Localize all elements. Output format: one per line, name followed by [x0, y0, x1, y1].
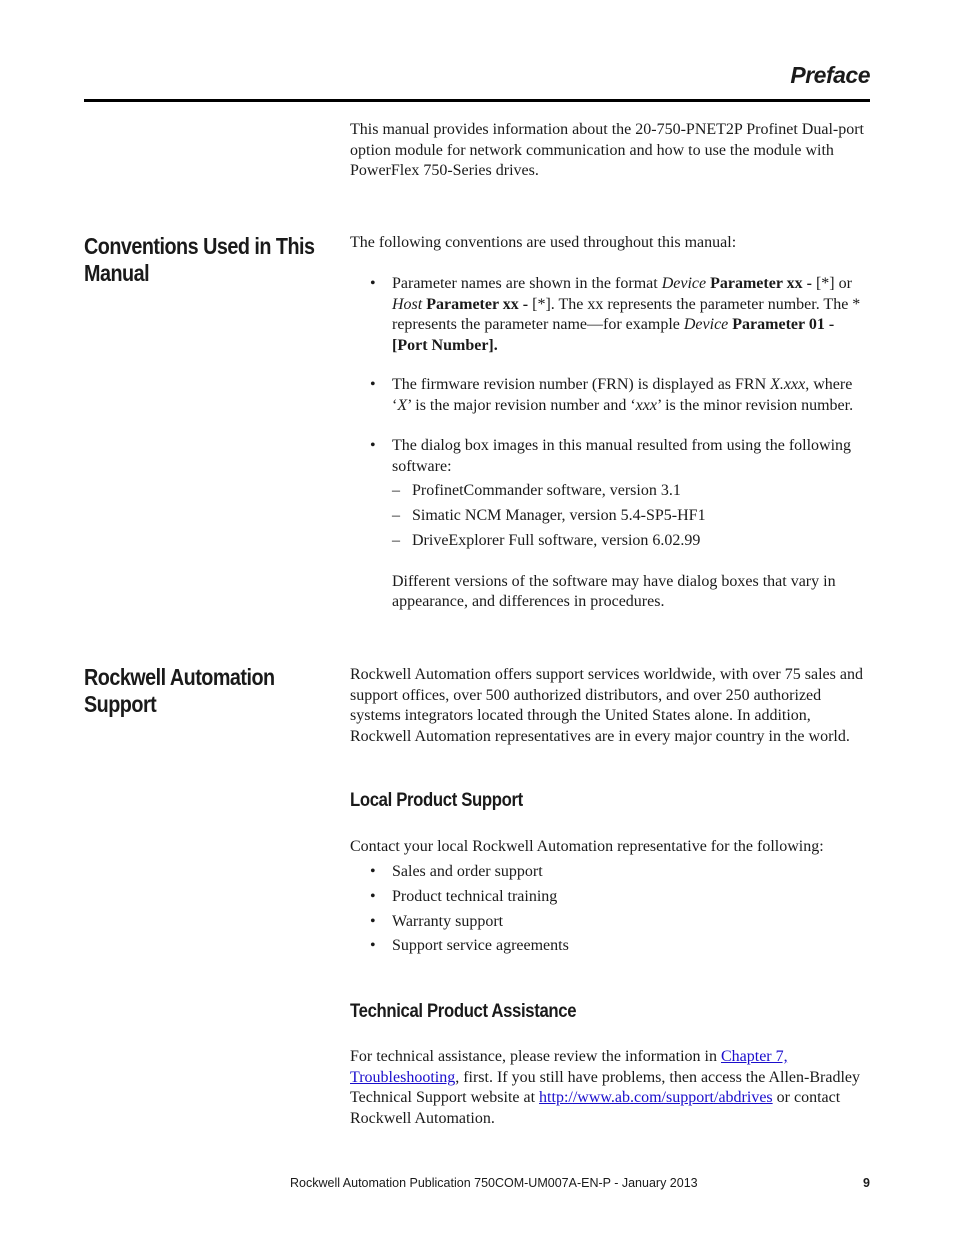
conventions-lead: The following conventions are used throughout this manual: — [350, 234, 737, 251]
software-list — [370, 481, 870, 552]
local-support-heading: Local Product Support — [350, 790, 523, 811]
software-item: – DriveExplorer Full software, version 6.02.99 — [392, 532, 701, 549]
bullet-mark: • — [370, 376, 376, 393]
conventions-heading — [84, 233, 333, 287]
list-item: • The firmware revision number (FRN) is displayed as FRN X.xxx, where ‘X’ is the major revision number and ‘xxx’ is the minor revision number. — [370, 376, 854, 414]
page-title: Preface — [790, 62, 870, 88]
bullet-mark: • — [370, 887, 376, 905]
list-item: • Parameter names are shown in the format Device Parameter xx - [*] or Host Parameter xx - [*]. The xx represents the parameter number. The * represents the parameter name—for example Device Parameter 01 - [Port Number]. — [370, 275, 861, 354]
list-item: • Warranty support — [370, 912, 870, 933]
list-item: • The dialog box images in this manual resulted from using the following software: — [370, 437, 852, 475]
support-heading-line1: Rockwell Automation — [84, 664, 275, 690]
list-item: • Sales and order support — [370, 862, 870, 883]
conventions-heading-line1: Conventions Used in This — [84, 233, 315, 259]
footer-publication: Rockwell Automation Publication 750COM-UM007A-EN-P - January 2013 — [290, 1176, 698, 1190]
support-heading-line2: Support — [84, 691, 157, 717]
header-rule — [84, 99, 870, 102]
list-item: • Support service agreements — [370, 936, 870, 957]
chapter-7-link[interactable]: Chapter 7, — [720, 1048, 788, 1065]
abdrives-support-link[interactable]: http://www.ab.com/support/abdrives — [539, 1089, 773, 1106]
bullet-mark: • — [370, 275, 376, 292]
intro-paragraph: This manual provides information about the 20-750-PNET2P Profinet Dual-port option module for network communication and how to use the module with PowerFlex 750-Series drives. — [350, 121, 864, 179]
troubleshooting-link[interactable]: Troubleshooting — [350, 1068, 456, 1086]
list-item: • Product technical training — [370, 887, 870, 908]
local-support-list — [370, 862, 870, 957]
conventions-heading-line2: Manual — [84, 260, 150, 286]
technical-assistance-paragraph: For technical assistance, please review the information in Chapter 7, Troubleshooting, first. If you still have problems, then access the Allen-Bradley Technical Support website at http://www.ab.com/support/abdrives or contact Rockwell Automation. — [350, 1048, 860, 1127]
page-number: 9 — [863, 1176, 870, 1190]
software-item: – Simatic NCM Manager, version 5.4-SP5-HF1 — [392, 507, 706, 524]
local-support-lead: Contact your local Rockwell Automation representative for the following: — [350, 838, 824, 855]
technical-assistance-heading: Technical Product Assistance — [350, 1001, 577, 1022]
bullet-mark: • — [370, 937, 376, 955]
support-heading — [84, 664, 333, 718]
bullet-mark: • — [370, 912, 376, 930]
software-item: – ProfinetCommander software, version 3.1 — [392, 482, 681, 499]
bullet-mark: • — [370, 437, 376, 454]
bullet-mark: • — [370, 863, 376, 880]
support-intro: Rockwell Automation offers support services worldwide, with over 75 sales and support offices, over 500 authorized distributors, and over 250 authorized systems integrators located through the United States alone. In addition, Rockwell Automation representatives are in every major country in the world. — [350, 666, 863, 745]
software-note: Different versions of the software may have dialog boxes that vary in appearance, and differences in procedures. — [392, 572, 836, 610]
conventions-list — [370, 274, 870, 613]
